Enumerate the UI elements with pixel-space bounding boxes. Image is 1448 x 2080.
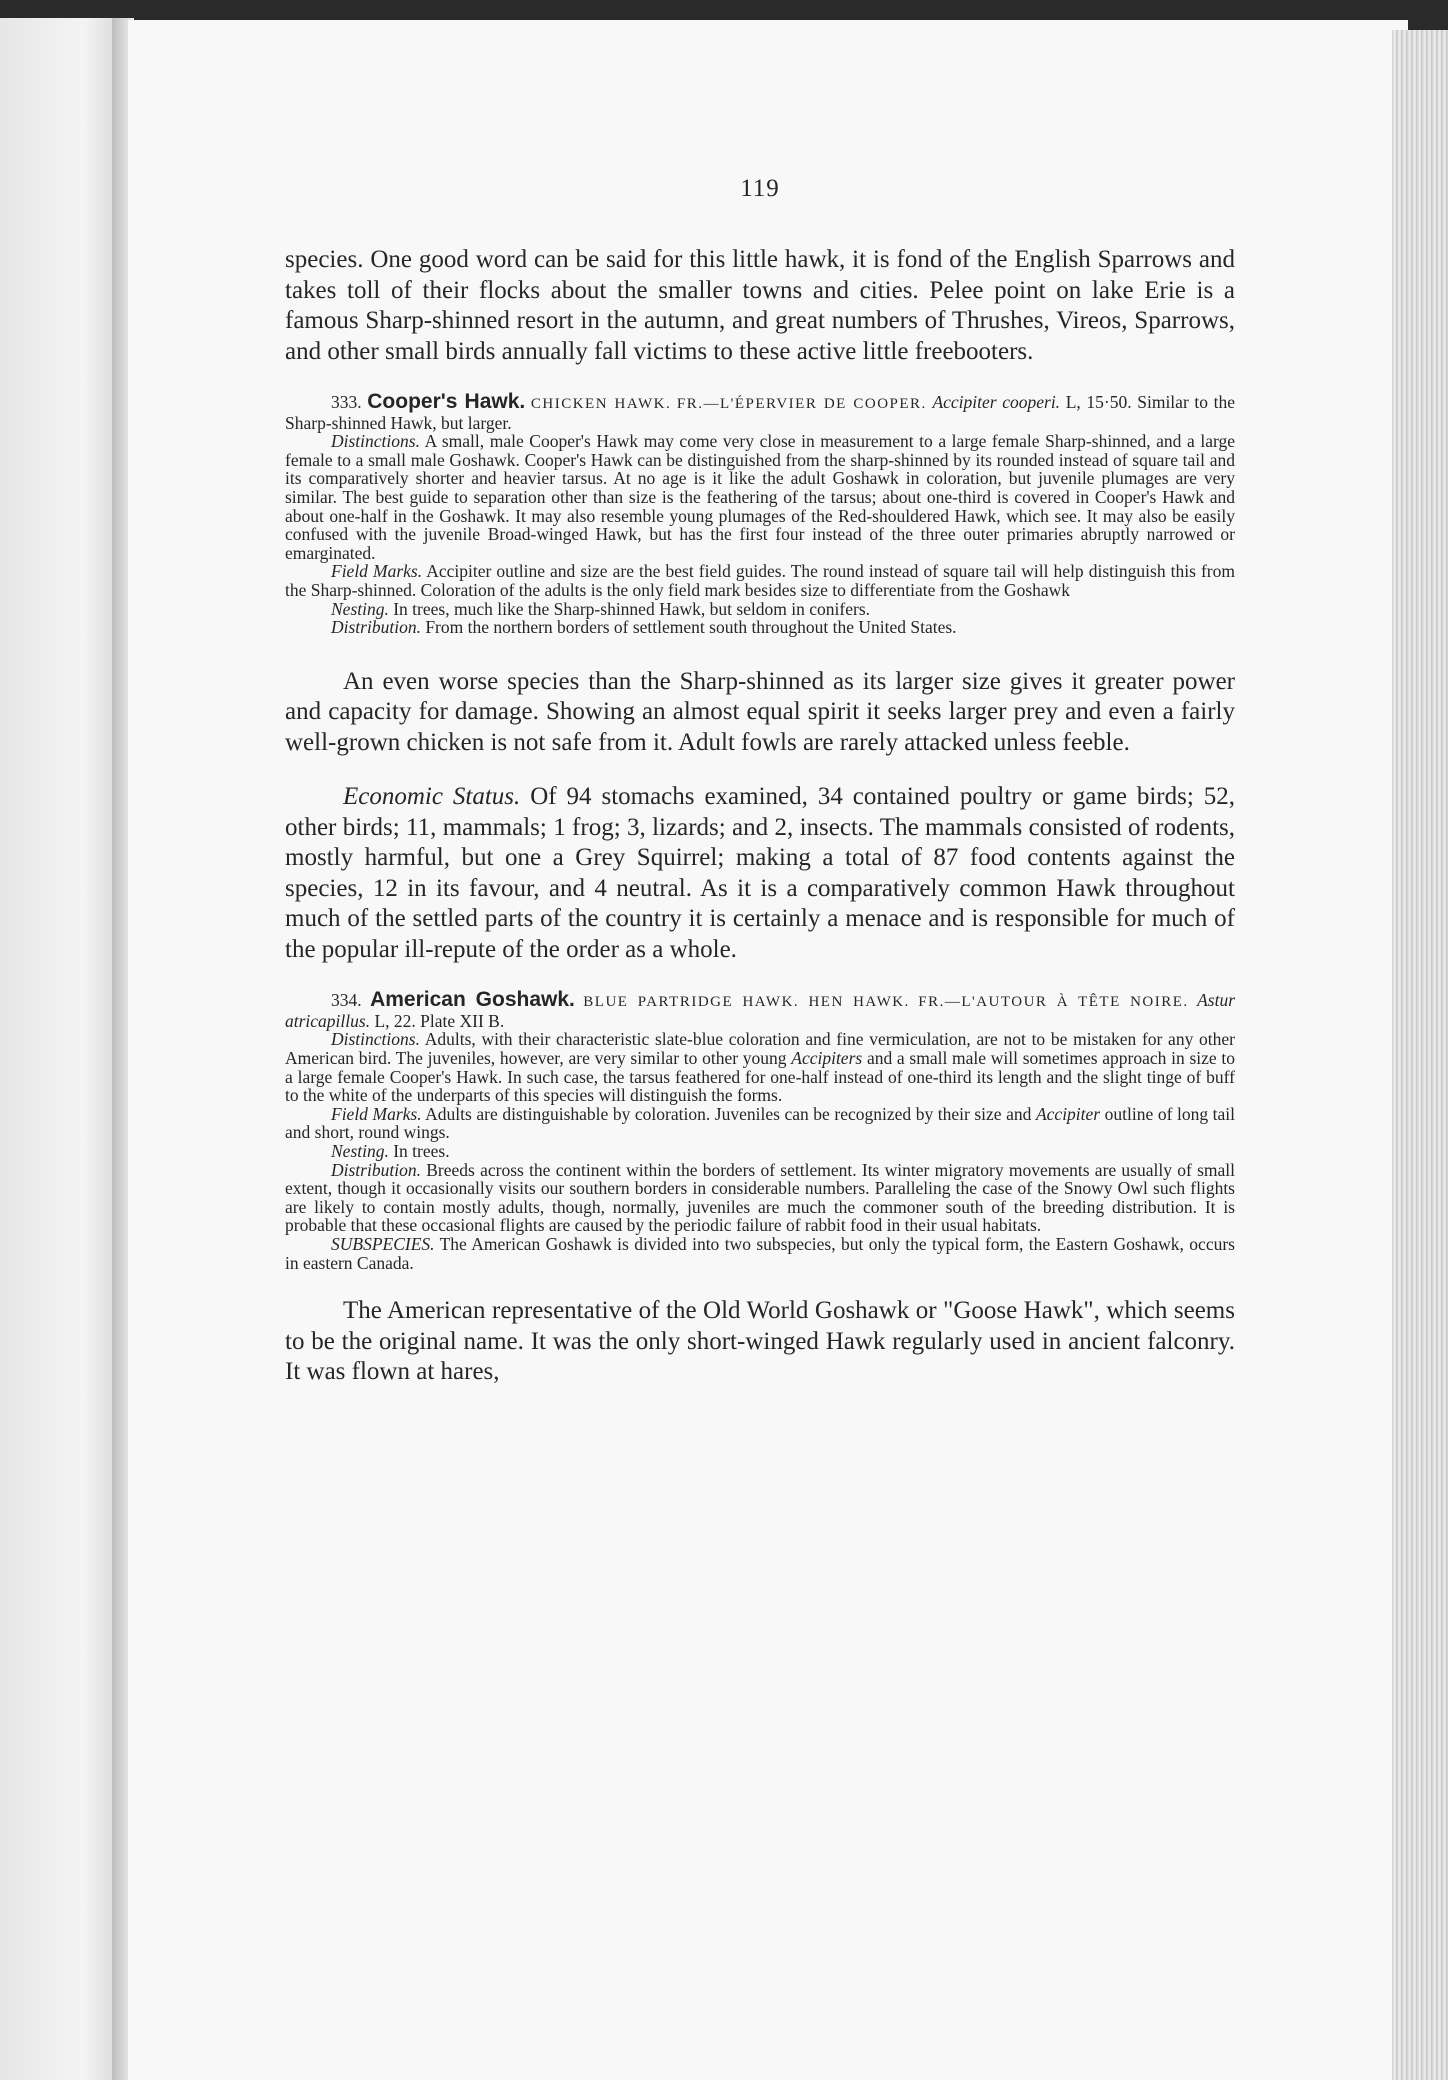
- distribution-text: Breeds across the continent within the borders of settlement. Its winter migratory movements are usually of small extent, though it occasionally visits our southern borders in considerable numbers. Paralleling the case of the Snowy Owl such flights are likely to contain mostly adults, though, normally, juveniles are much the commoner south of the breeding distribution. It is probable that these occasional flights are caused by the periodic failure of rabbit food in their usual habitats.: [285, 1159, 1236, 1236]
- field-marks-text-cont: outline of long tail and short, round wings.: [285, 1103, 1235, 1143]
- field-marks-label: Field Marks.: [331, 1103, 422, 1124]
- distinctions-text: Adults, with their characteristic slate-blue coloration and fine vermiculation, are not to be mistaken for any other American bird. The juveniles, however, are very similar to other young: [285, 1029, 1235, 1068]
- subspecies-text: The American Goshawk is divided into two subspecies, but only the typical form, the Eastern Goshawk, occurs in eastern Canada.: [285, 1233, 1235, 1273]
- latin-name: Astur atricapillus.: [285, 990, 1236, 1031]
- coopers-paragraph: An even worse species than the Sharp-shinned as its larger size gives it greater power and capacity for damage. Showing an almost equal spirit it seeks larger prey and even a fairly well-grown chicken is not safe from it. Adult fowls are rarely attacked unless feeble.: [285, 667, 1235, 756]
- french-name: FR.—L'ÉPERVIER DE COOPER.: [676, 396, 927, 412]
- species-number: 334.: [331, 990, 362, 1011]
- nesting-text: In trees.: [393, 1140, 450, 1161]
- coopers-distinctions: [285, 432, 1235, 562]
- facing-page: [0, 18, 120, 2080]
- nesting-text: In trees, much like the Sharp-shinned Hawk, but seldom in conifers.: [393, 598, 870, 619]
- distribution-label: Distribution.: [331, 1159, 421, 1180]
- page-number: 119: [740, 175, 780, 202]
- goshawk-heading: [285, 988, 1236, 1031]
- economic-status-text: Of 94 stomachs examined, 34 contained poultry or game birds; 52, other birds; 11, mammals; 1 frog; 3, lizards; and 2, insects. The mammals consisted of rodents, mostly harmful, but one a Grey Squirrel; making a total of 87 food contents against the species, 12 in its favour, and 4 neutral. As it is a comparatively common Hawk throughout much of the settled parts of the country it is certainly a menace and is responsible for much of the popular ill-repute of the order as a whole.: [285, 783, 1235, 963]
- distribution-text: From the northern borders of settlement south throughout the United States.: [425, 617, 957, 638]
- distribution-label: Distribution.: [331, 617, 421, 638]
- page-edges: [1392, 30, 1448, 2080]
- species-name: Cooper's Hawk.: [367, 390, 526, 413]
- goshawk-entry: [285, 988, 1236, 1273]
- distinctions-label: Distinctions.: [331, 431, 420, 452]
- coopers-nesting: [285, 600, 1235, 619]
- species-name: American Goshawk.: [370, 988, 575, 1012]
- goshawk-nesting: [285, 1142, 1235, 1161]
- common-name: CHICKEN HAWK.: [530, 396, 672, 412]
- accipiters-term: Accipiters: [791, 1048, 863, 1068]
- accipiter-term: Accipiter: [1035, 1103, 1101, 1124]
- closing-paragraph: The American representative of the Old World Goshawk or "Goose Hawk", which seems to be the original name. It was the only short-winged Hawk regularly used in ancient falconry. It was flown at hares,: [285, 1297, 1235, 1386]
- coopers-heading: [285, 390, 1236, 433]
- distinctions-label: Distinctions.: [331, 1029, 420, 1050]
- economic-status-label: Economic Status.: [343, 783, 521, 811]
- coopers-distribution: [285, 618, 1235, 637]
- distinctions-text: A small, male Cooper's Hawk may come very close in measurement to a large female Sharp-shinned, and a large female to a small male Goshawk. Cooper's Hawk can be distinguished from the sharp-shinned by its rounded instead of square tail and its comparatively shorter and heavier tarsus. At no age is it like the adult Goshawk in coloration, but juvenile plumages are very similar. The best guide to separation other than size is the feathering of the tarsus; about one-third is covered in Cooper's Hawk and about one-half in the Goshawk. It may also resemble young plumages of the Red-shouldered Hawk, which see. It may also be easily confused with the juvenile Broad-winged Hawk, but has the first four instead of the three outer primaries abruptly narrowed or emarginated.: [285, 431, 1235, 563]
- goshawk-subspecies: [285, 1235, 1235, 1272]
- latin-species: cooperi.: [1002, 392, 1061, 412]
- latin-genus: Accipiter: [932, 392, 997, 412]
- french-name: FR.—L'AUTOUR À TÊTE NOIRE.: [918, 994, 1189, 1011]
- subspecies-label: SUBSPECIES.: [331, 1233, 435, 1254]
- distinctions-text-cont: and a small male will sometimes approach in size to a large female Cooper's Hawk. In such case, the tarsus feathered for one-half instead of one-third its length and the slight tinge of buff to the white of the underparts of this species will distinguish the forms.: [285, 1048, 1236, 1106]
- goshawk-field-marks: [285, 1105, 1235, 1142]
- size-note: L, 15·50. Similar to the Sharp-shinned Hawk, but larger.: [285, 392, 1236, 433]
- coopers-hawk-entry: [285, 390, 1236, 638]
- page-content: [285, 175, 1235, 1388]
- field-marks-label: Field Marks.: [331, 561, 423, 582]
- goshawk-distinctions: [285, 1030, 1235, 1104]
- economic-status: [285, 782, 1235, 965]
- field-marks-text: Accipiter outline and size are the best field guides. The round instead of square tail will help distinguish this from the Sharp-shinned. Coloration of the adults is the only field mark besides size to differentiate from the Goshawk: [285, 561, 1235, 600]
- nesting-label: Nesting.: [331, 598, 389, 619]
- intro-paragraph: species. One good word can be said for this little hawk, it is fond of the English Sparrows and takes toll of their flocks about the smaller towns and cities. Pelee point on lake Erie is a famous Sharp-shinned resort in the autumn, and great numbers of Thrushes, Vireos, Sparrows, and other small birds annually fall victims to these active little freebooters.: [285, 246, 1235, 365]
- field-marks-text: Adults are distinguishable by coloration. Juveniles can be recognized by their size and: [425, 1103, 1032, 1124]
- size-note: L, 22. Plate XII B.: [374, 1010, 505, 1031]
- goshawk-distribution: [285, 1161, 1235, 1235]
- species-number: 333.: [331, 392, 362, 412]
- nesting-label: Nesting.: [331, 1140, 389, 1161]
- coopers-field-marks: [285, 562, 1235, 599]
- common-name: BLUE PARTRIDGE HAWK. HEN HAWK.: [583, 994, 910, 1011]
